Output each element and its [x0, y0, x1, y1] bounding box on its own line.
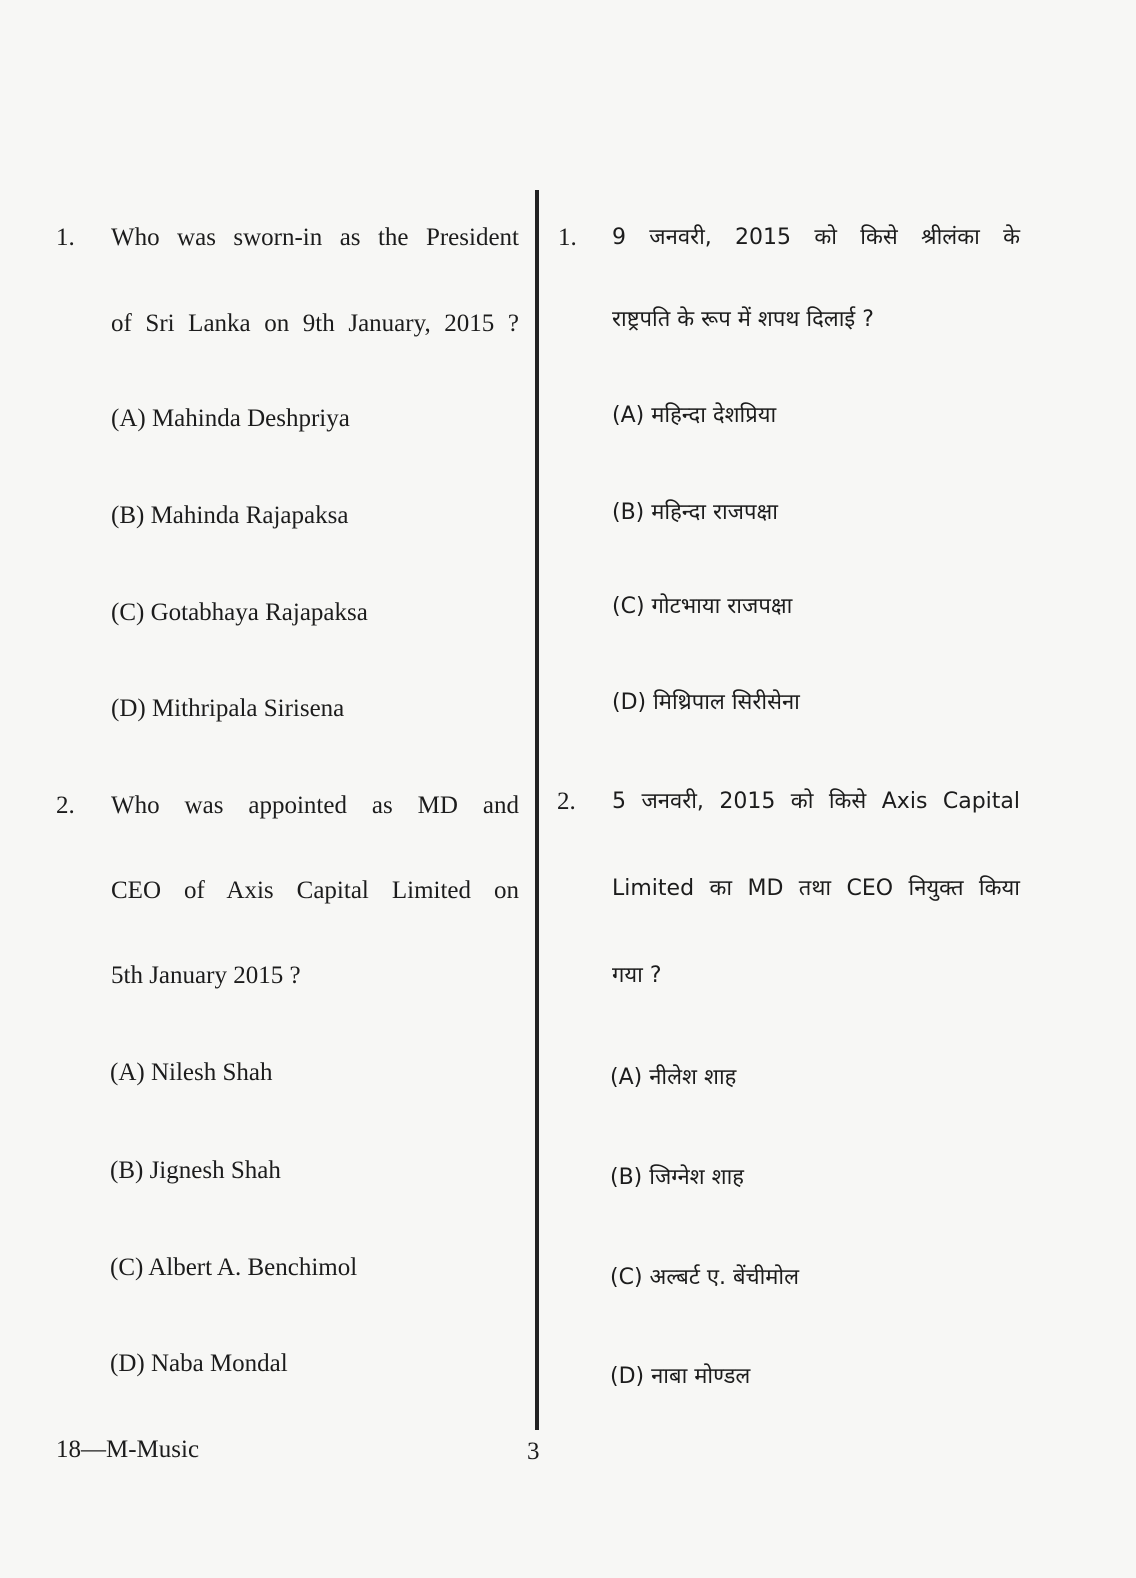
q1-number-hi: 1.	[558, 224, 577, 251]
q1-line2: of Sri Lanka on 9th January, 2015 ?	[111, 310, 519, 337]
q2-option-b: (B) Jignesh Shah	[110, 1157, 281, 1184]
page-number: 3	[527, 1438, 540, 1465]
q1-number: 1.	[56, 224, 75, 251]
q2-line1-hi: 5 जनवरी, 2015 को किसे Axis Capital	[612, 789, 1020, 814]
q2-line1: Who was appointed as MD and	[111, 792, 519, 819]
q1-option-d-hi: (D) मिथ्रिपाल सिरीसेना	[612, 690, 800, 715]
q2-option-c: (C) Albert A. Benchimol	[110, 1254, 358, 1281]
q1-option-b-hi: (B) महिन्दा राजपक्षा	[612, 500, 778, 525]
q2-number: 2.	[56, 792, 75, 819]
paper-code: 18—M-Music	[56, 1436, 200, 1463]
q1-option-a: (A) Mahinda Deshpriya	[111, 405, 350, 432]
q2-option-d-hi: (D) नाबा मोण्डल	[610, 1364, 751, 1389]
q2-option-d: (D) Naba Mondal	[110, 1350, 288, 1377]
column-divider	[535, 190, 539, 1430]
q2-line2: CEO of Axis Capital Limited on	[111, 877, 519, 904]
q2-line3-hi: गया ?	[612, 963, 662, 988]
q1-line2-hi: राष्ट्रपति के रूप में शपथ दिलाई ?	[612, 307, 874, 332]
q2-line2-hi: Limited का MD तथा CEO नियुक्त किया	[612, 876, 1020, 901]
q2-option-b-hi: (B) जिग्नेश शाह	[610, 1165, 744, 1190]
q2-number-hi: 2.	[557, 788, 576, 815]
q2-line3: 5th January 2015 ?	[111, 962, 301, 989]
q2-option-a: (A) Nilesh Shah	[110, 1059, 273, 1086]
q1-option-a-hi: (A) महिन्दा देशप्रिया	[612, 403, 777, 428]
q1-line1-hi: 9 जनवरी, 2015 को किसे श्रीलंका के	[612, 225, 1020, 250]
q1-line1: Who was sworn-in as the President	[111, 224, 519, 251]
q1-option-b: (B) Mahinda Rajapaksa	[111, 502, 349, 529]
q1-option-d: (D) Mithripala Sirisena	[111, 695, 345, 722]
q2-option-a-hi: (A) नीलेश शाह	[610, 1065, 737, 1090]
q2-option-c-hi: (C) अल्बर्ट ए. बेंचीमोल	[610, 1265, 800, 1290]
q1-option-c-hi: (C) गोटभाया राजपक्षा	[612, 594, 793, 619]
q1-option-c: (C) Gotabhaya Rajapaksa	[111, 599, 368, 626]
